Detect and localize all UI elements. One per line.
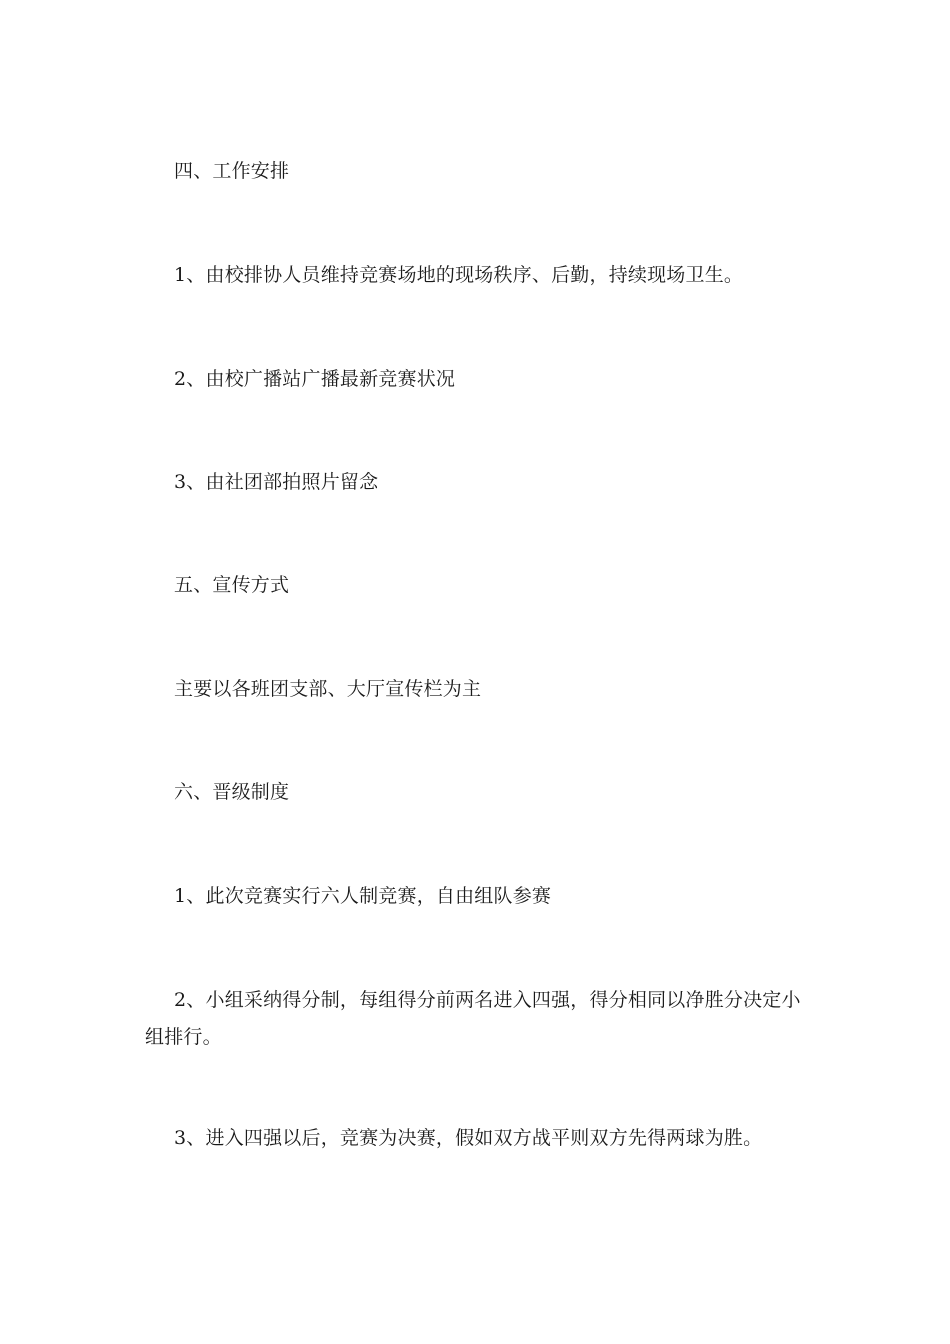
paragraph-item: 2、由校广播站广播最新竞赛状况 (174, 368, 456, 390)
section-heading-work-arrangement: 四、工作安排 (174, 160, 290, 182)
paragraph-item: 1、由校排协人员维持竞赛场地的现场秩序、后勤，持续现场卫生。 (174, 264, 744, 286)
section-heading-publicity: 五、宣传方式 (174, 574, 290, 596)
paragraph-item: 2、小组采纳得分制，每组得分前两名进入四强，得分相同以净胜分决定小组排行。 (145, 989, 801, 1048)
paragraph-item: 主要以各班团支部、大厅宣传栏为主 (174, 678, 482, 700)
paragraph-item: 3、由社团部拍照片留念 (174, 471, 379, 493)
section-heading-promotion-system: 六、晋级制度 (174, 781, 290, 803)
paragraph-item: 3、进入四强以后，竞赛为决赛，假如双方战平则双方先得两球为胜。 (174, 1127, 763, 1149)
paragraph-item: 1、此次竞赛实行六人制竞赛，自由组队参赛 (174, 885, 552, 907)
